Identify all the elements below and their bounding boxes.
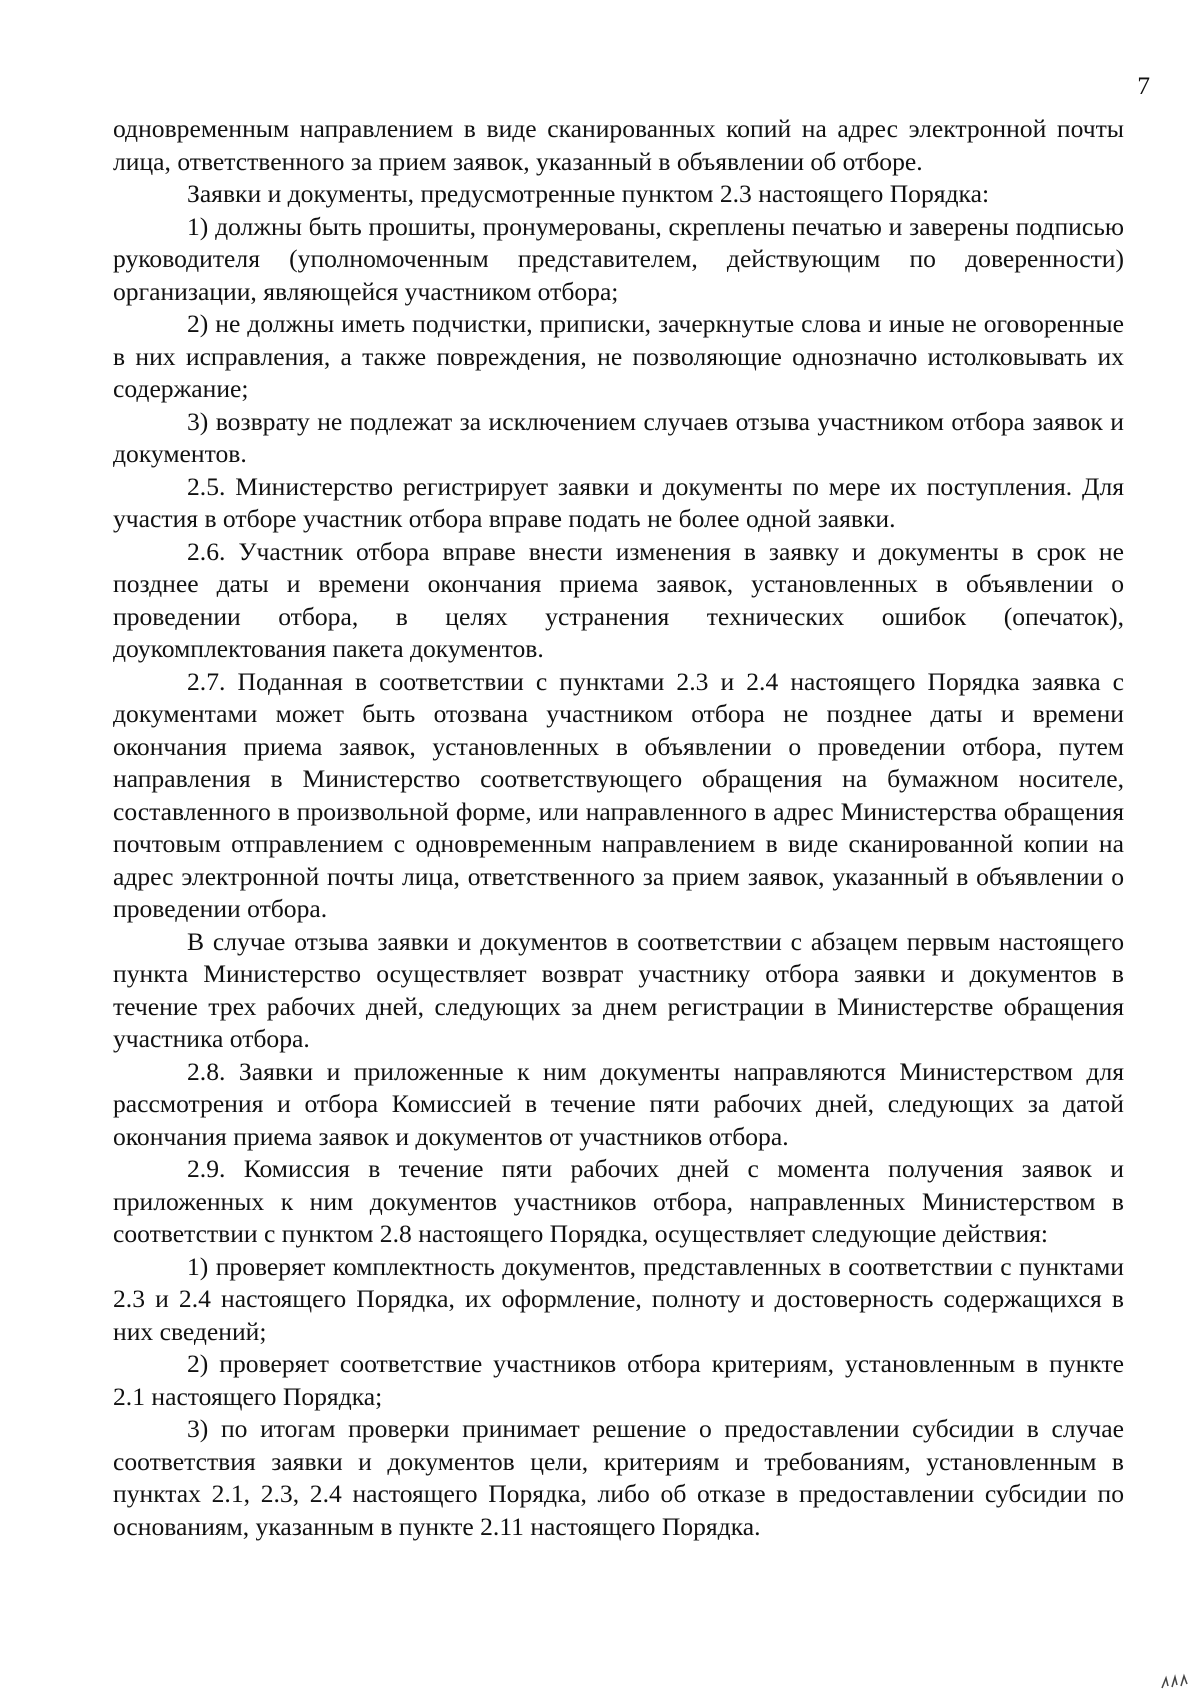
handwritten-mark <box>1160 1672 1192 1692</box>
paragraph-2-7: 2.7. Поданная в соответствии с пунктами 2.3 и 2.4 настоящего Порядка заявка с документами может быть отозвана участником отбора не позднее даты и времени окончания приема заявок, установленных в объявлении о проведении отбора, путем направления в Министерство соответствующего обращения на бумажном носителе, составленного в произвольной форме, или направленного в адрес Министерства обращения почтовым отправлением с одновременным направлением в виде сканированной копии на адрес электронной почты лица, ответственного за прием заявок, указанный в объявлении о проведении отбора. <box>113 666 1124 923</box>
paragraph-2-5: 2.5. Министерство регистрирует заявки и документы по мере их поступления. Для участия в отборе участник отбора вправе подать не более одной заявки. <box>113 471 1124 533</box>
paragraph-item-1: 1) должны быть прошиты, пронумерованы, скреплены печатью и заверены подписью руководителя (уполномоченным представителем, действующим по доверенности) организации, являющейся участником отбора; <box>113 211 1124 306</box>
page-number: 7 <box>1137 71 1150 100</box>
paragraph-2-9-item-2: 2) проверяет соответствие участников отбора критериям, установленным в пункте 2.1 настоящего Порядка; <box>113 1349 1124 1411</box>
paragraph-continuation: одновременным направлением в виде сканированных копий на адрес электронной почты лица, ответственного за прием заявок, указанный в объявлении об отборе. <box>113 114 1124 176</box>
paragraph-2-7-withdrawal: В случае отзыва заявки и документов в соответствии с абзацем первым настоящего пункта Министерство осуществляет возврат участнику отбора заявки и документов в течение трех рабочих дней, следующих за днем регистрации в Министерстве обращения участника отбора. <box>113 926 1124 1053</box>
paragraph-item-2: 2) не должны иметь подчистки, приписки, зачеркнутые слова и иные не оговоренные в них исправления, а также повреждения, не позволяющие однозначно истолковывать их содержание; <box>113 309 1124 403</box>
paragraph-item-3: 3) возврату не подлежат за исключением случаев отзыва участником отбора заявок и документов. <box>113 406 1124 468</box>
paragraph-2-8: 2.8. Заявки и приложенные к ним документы направляются Министерством для рассмотрения и отбора Комиссией в течение пяти рабочих дней, следующих за датой окончания приема заявок и документов от участников отбора. <box>113 1056 1124 1151</box>
paragraph-requirements-intro: Заявки и документы, предусмотренные пунктом 2.3 настоящего Порядка: <box>187 179 990 208</box>
paragraph-2-6: 2.6. Участник отбора вправе внести изменения в заявку и документы в срок не позднее даты и времени окончания приема заявок, установленных в объявлении о проведении отбора, в целях устранения технических ошибок (опечаток), доукомплектования пакета документов. <box>113 536 1124 663</box>
paragraph-2-9-item-1: 1) проверяет комплектность документов, представленных в соответствии с пунктами 2.3 и 2.4 настоящего Порядка, их оформление, полноту и достоверность содержащихся в них сведений; <box>113 1251 1124 1346</box>
paragraph-2-9: 2.9. Комиссия в течение пяти рабочих дней с момента получения заявок и приложенных к ним документов участников отбора, направленных Министерством в соответствии с пунктом 2.8 настоящего Порядка, осуществляет следующие действия: <box>113 1154 1124 1248</box>
paragraph-2-9-item-3: 3) по итогам проверки принимает решение о предоставлении субсидии в случае соответствия заявки и документов цели, критериям и требованиям, установленным в пунктах 2.1, 2.3, 2.4 настоящего Порядка, либо об отказе в предоставлении субсидии по основаниям, указанным в пункте 2.11 настоящего Порядка. <box>113 1414 1124 1541</box>
document-body <box>113 113 1124 1543</box>
